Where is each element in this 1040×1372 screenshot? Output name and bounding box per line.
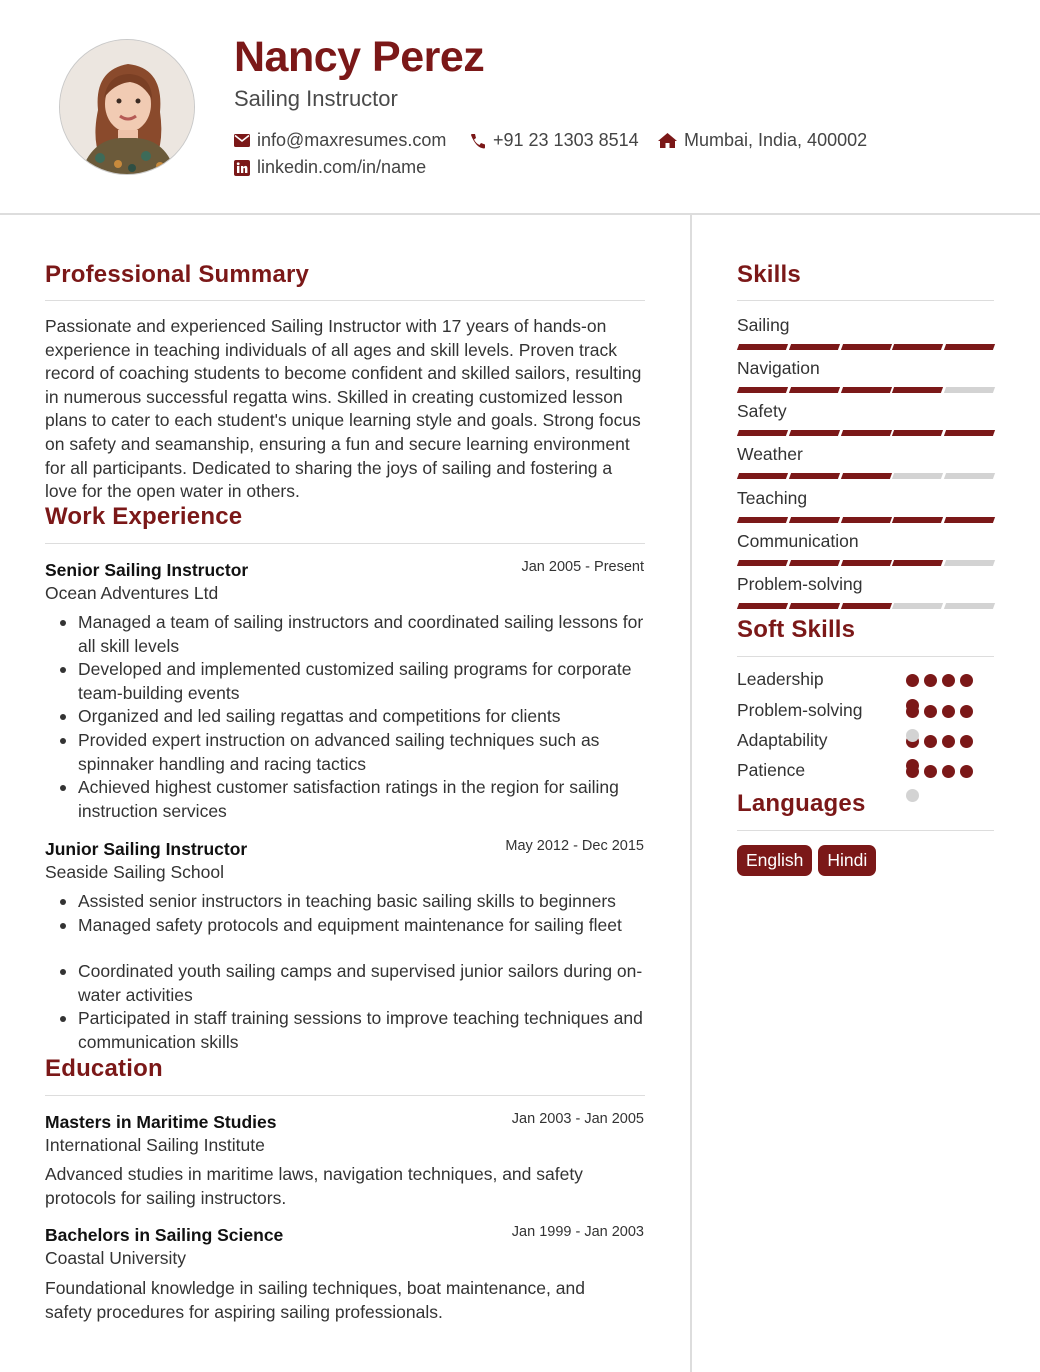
contact-email[interactable] bbox=[234, 130, 446, 151]
edu-1-degree: Bachelors in Sailing Science bbox=[45, 1225, 284, 1245]
job-0-dates: Jan 2005 - Present bbox=[521, 559, 644, 575]
rating-dot bbox=[960, 674, 973, 687]
skill-level-segment bbox=[789, 603, 840, 609]
edu-0-dates: Jan 2003 - Jan 2005 bbox=[511, 1111, 644, 1127]
edu-1-school: Coastal University bbox=[45, 1248, 187, 1268]
skill-level-segment bbox=[737, 603, 788, 609]
candidate-name: Nancy Perez bbox=[234, 33, 485, 81]
skill-level-bar bbox=[738, 430, 994, 436]
skill-level-bar bbox=[738, 387, 994, 393]
rating-dot bbox=[960, 735, 973, 748]
job-1-company: Seaside Sailing School bbox=[45, 862, 225, 882]
skill-level-segment bbox=[841, 344, 892, 350]
edu-1-description: Foundational knowledge in sailing techniques, boat maintenance, and safety procedures for aspiring sailing professionals. bbox=[45, 1278, 585, 1322]
list-item: Achieved highest customer satisfaction ratings in the region for sailing instruction services bbox=[45, 776, 655, 823]
rating-dot bbox=[942, 765, 955, 778]
rating-dot-overlap bbox=[906, 699, 919, 712]
skill-level-segment bbox=[841, 560, 892, 566]
list-item: Developed and implemented customized sailing programs for corporate team-building events bbox=[45, 658, 655, 705]
skill-level-segment bbox=[944, 430, 995, 436]
summary-rule bbox=[45, 300, 645, 301]
experience-rule bbox=[45, 543, 645, 544]
soft-skills-heading: Soft Skills bbox=[737, 616, 856, 643]
soft-skill-name: Patience bbox=[737, 760, 806, 780]
language-tags bbox=[737, 845, 876, 876]
job-title: Sailing Instructor bbox=[234, 86, 398, 111]
skill-level-segment bbox=[944, 344, 995, 350]
soft-skill-name: Leadership bbox=[737, 669, 824, 689]
rating-dot-overlap bbox=[906, 759, 919, 772]
skill-level-segment bbox=[944, 560, 995, 566]
resume-header bbox=[0, 0, 1040, 215]
edu-0-school: International Sailing Institute bbox=[45, 1135, 265, 1155]
list-item: Assisted senior instructors in teaching basic sailing skills to beginners bbox=[45, 890, 655, 914]
skill-level-segment bbox=[944, 473, 995, 479]
skill-level-bar bbox=[738, 473, 994, 479]
portrait-image bbox=[60, 40, 195, 175]
skill-level-bar bbox=[738, 603, 994, 609]
rating-dot bbox=[924, 674, 937, 687]
soft-skills-rule bbox=[737, 656, 994, 657]
rating-dot bbox=[924, 735, 937, 748]
skill-level-segment bbox=[737, 560, 788, 566]
languages-heading: Languages bbox=[737, 790, 866, 817]
profile-photo bbox=[59, 39, 195, 175]
contact-phone[interactable] bbox=[470, 130, 639, 151]
envelope-icon bbox=[234, 134, 250, 147]
summary-heading: Professional Summary bbox=[45, 261, 310, 288]
language-tag-hindi: Hindi bbox=[818, 845, 876, 876]
list-item: Managed safety protocols and equipment maintenance for sailing fleet bbox=[45, 914, 655, 938]
list-item: Participated in staff training sessions to improve teaching techniques and communication skills bbox=[45, 1007, 655, 1054]
skill-name: Safety bbox=[737, 401, 787, 421]
skill-level-segment bbox=[944, 517, 995, 523]
skill-level-segment bbox=[892, 560, 943, 566]
skill-level-segment bbox=[892, 473, 943, 479]
skill-level-segment bbox=[892, 430, 943, 436]
location-text: Mumbai, India, 400002 bbox=[684, 130, 868, 150]
skill-level-segment bbox=[789, 387, 840, 393]
soft-skill-name: Adaptability bbox=[737, 730, 828, 750]
rating-dot bbox=[906, 674, 919, 687]
skill-level-segment bbox=[944, 603, 995, 609]
rating-dot bbox=[924, 705, 937, 718]
rating-dot bbox=[942, 735, 955, 748]
skill-name: Navigation bbox=[737, 358, 820, 378]
edu-1-dates: Jan 1999 - Jan 2003 bbox=[511, 1224, 644, 1240]
skill-name: Weather bbox=[737, 444, 803, 464]
skill-level-segment bbox=[789, 344, 840, 350]
languages-rule bbox=[737, 830, 994, 831]
edu-0-description: Advanced studies in maritime laws, navigation techniques, and safety protocols for sailing instructors. bbox=[45, 1164, 583, 1208]
skill-level-segment bbox=[944, 387, 995, 393]
skill-level-bar bbox=[738, 344, 994, 350]
skill-level-segment bbox=[841, 473, 892, 479]
soft-skill-rating bbox=[906, 674, 973, 687]
skill-name: Sailing bbox=[737, 315, 790, 335]
list-item: Coordinated youth sailing camps and supervised junior sailors during on-water activities bbox=[45, 960, 655, 1007]
job-0-bullets bbox=[45, 611, 655, 823]
language-tag-english: English bbox=[737, 845, 812, 876]
skill-level-bar bbox=[738, 517, 994, 523]
skill-level-segment bbox=[892, 387, 943, 393]
summary-text: Passionate and experienced Sailing Instructor with 17 years of hands-on experience in teaching individuals of all ages and skill levels. Proven track record of coaching students to become confident and skilled sailors, resulting in numerous successful regatta wins. Skilled in creating customized lesson plans to cater to each student's unique learning style and goals. Strong focus on safety and seamanship, ensuring a fun and secure learning environment for all participants. Dedicated to sharing the joys of sailing and fostering a love for the open water in others. bbox=[45, 316, 642, 502]
linkedin-icon bbox=[234, 160, 250, 176]
job-0-company: Ocean Adventures Ltd bbox=[45, 583, 219, 603]
skill-level-segment bbox=[789, 430, 840, 436]
skill-level-segment bbox=[789, 560, 840, 566]
email-text: info@maxresumes.com bbox=[257, 130, 447, 150]
skill-level-segment bbox=[841, 387, 892, 393]
job-1-dates: May 2012 - Dec 2015 bbox=[505, 838, 644, 854]
job-1-bullets bbox=[45, 890, 655, 937]
skill-level-segment bbox=[841, 517, 892, 523]
rating-dot-overlap bbox=[906, 729, 919, 742]
list-item: Provided expert instruction on advanced sailing techniques such as spinnaker handling and racing tactics bbox=[45, 729, 655, 776]
skill-level-segment bbox=[737, 517, 788, 523]
rating-dot bbox=[942, 674, 955, 687]
skill-level-segment bbox=[789, 473, 840, 479]
rating-dot bbox=[942, 705, 955, 718]
skill-name: Communication bbox=[737, 531, 859, 551]
rating-dot bbox=[960, 765, 973, 778]
soft-skill-name: Problem-solving bbox=[737, 700, 863, 720]
skill-level-segment bbox=[737, 430, 788, 436]
skill-level-segment bbox=[789, 517, 840, 523]
skill-level-segment bbox=[892, 603, 943, 609]
experience-heading: Work Experience bbox=[45, 503, 243, 530]
skill-level-segment bbox=[737, 344, 788, 350]
education-heading: Education bbox=[45, 1055, 163, 1082]
column-divider bbox=[690, 215, 692, 1372]
contact-linkedin[interactable] bbox=[234, 157, 426, 178]
list-item: Managed a team of sailing instructors and coordinated sailing lessons for all skill levels bbox=[45, 611, 655, 658]
skill-level-segment bbox=[892, 517, 943, 523]
rating-dot bbox=[960, 705, 973, 718]
job-0-title: Senior Sailing Instructor bbox=[45, 560, 249, 580]
skill-name: Teaching bbox=[737, 488, 808, 508]
list-item: Organized and led sailing regattas and competitions for clients bbox=[45, 705, 655, 729]
skill-name: Problem-solving bbox=[737, 574, 863, 594]
edu-0-degree: Masters in Maritime Studies bbox=[45, 1112, 277, 1132]
contact-location bbox=[658, 130, 867, 151]
rating-dot bbox=[924, 765, 937, 778]
skill-level-segment bbox=[841, 603, 892, 609]
job-1-bullets-cont bbox=[45, 960, 655, 1054]
home-icon bbox=[658, 133, 677, 148]
rating-dot-overlap bbox=[906, 789, 919, 802]
skill-level-bar bbox=[738, 560, 994, 566]
job-1-title: Junior Sailing Instructor bbox=[45, 839, 248, 859]
linkedin-text: linkedin.com/in/name bbox=[257, 157, 427, 177]
skills-heading: Skills bbox=[737, 261, 801, 288]
skill-level-segment bbox=[737, 387, 788, 393]
skill-level-segment bbox=[841, 430, 892, 436]
phone-icon bbox=[470, 133, 486, 149]
skill-level-segment bbox=[737, 473, 788, 479]
skill-level-segment bbox=[892, 344, 943, 350]
phone-text: +91 23 1303 8514 bbox=[493, 130, 639, 150]
education-rule bbox=[45, 1095, 645, 1096]
skills-rule bbox=[737, 300, 994, 301]
